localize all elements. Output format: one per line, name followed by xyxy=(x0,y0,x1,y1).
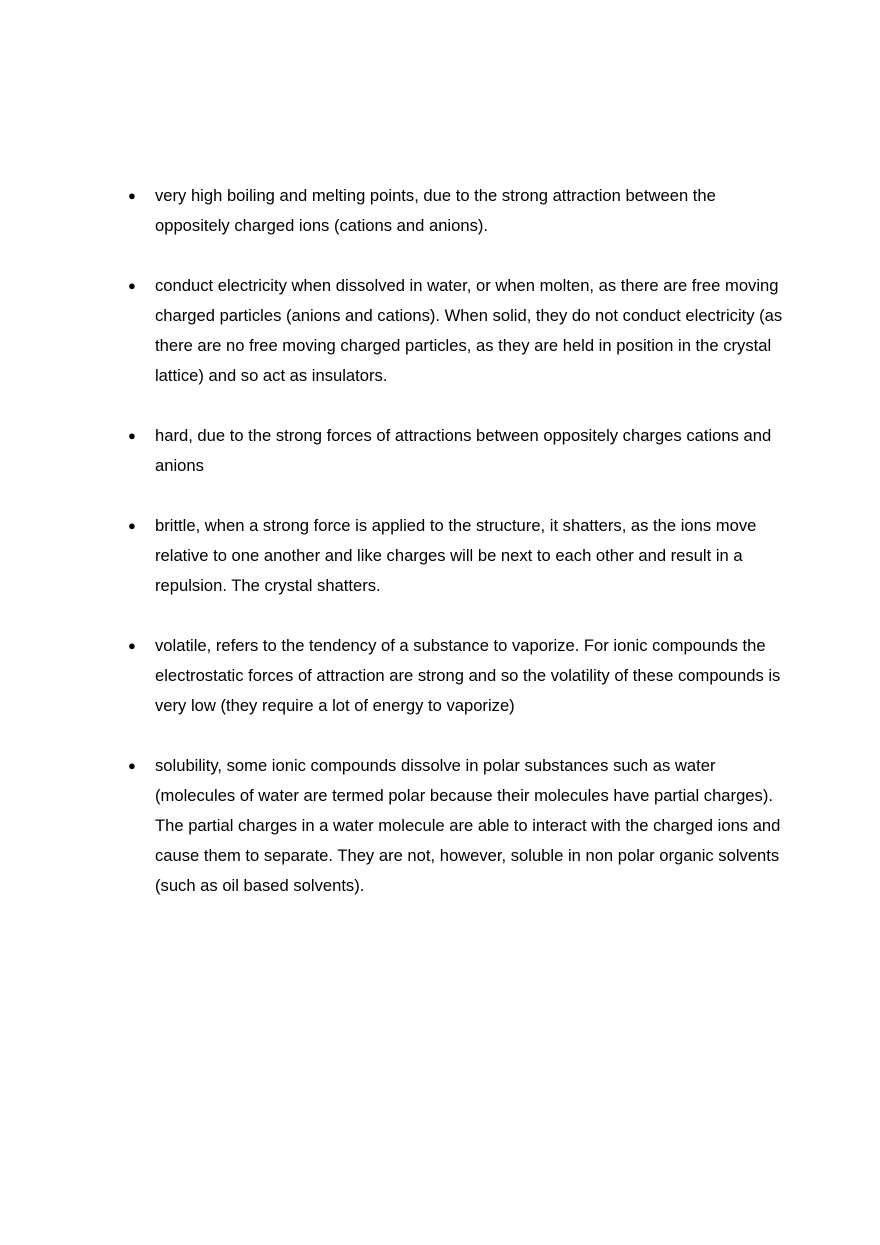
bullet-icon: ● xyxy=(128,638,136,653)
list-item-boiling-melting-points xyxy=(128,181,788,241)
bullet-icon: ● xyxy=(128,278,136,293)
list-item-text: volatile, refers to the tendency of a substance to vaporize. For ionic compounds the electrostatic forces of attraction are strong and so the volatility of these compounds is very low (they require a lot of energy to vaporize) xyxy=(155,636,781,715)
properties-bullet-list xyxy=(128,181,788,931)
list-item-brittleness xyxy=(128,511,788,601)
bullet-icon: ● xyxy=(128,428,136,443)
list-item-conductivity xyxy=(128,271,788,391)
bullet-icon: ● xyxy=(128,518,136,533)
bullet-icon: ● xyxy=(128,758,136,773)
list-item-volatility xyxy=(128,631,788,721)
list-item-solubility xyxy=(128,751,788,901)
list-item-text: brittle, when a strong force is applied to the structure, it shatters, as the ions move relative to one another and like charges will be next to each other and result in a repulsion. The crystal shatters. xyxy=(155,516,757,595)
bullet-icon: ● xyxy=(128,188,136,203)
list-item-hardness xyxy=(128,421,788,481)
list-item-text: conduct electricity when dissolved in water, or when molten, as there are free moving charged particles (anions and cations). When solid, they do not conduct electricity (as there are no free moving charged particles, as they are held in position in the crystal lattice) and so act as insulators. xyxy=(155,276,783,385)
list-item-text: hard, due to the strong forces of attractions between oppositely charges cations and anions xyxy=(155,426,772,475)
list-item-text: solubility, some ionic compounds dissolve in polar substances such as water (molecules of water are termed polar because their molecules have partial charges). The partial charges in a water molecule are able to interact with the charged ions and cause them to separate. They are not, however, soluble in non polar organic solvents (such as oil based solvents). xyxy=(155,756,781,895)
list-item-text: very high boiling and melting points, due to the strong attraction between the oppositely charged ions (cations and anions). xyxy=(155,186,716,235)
